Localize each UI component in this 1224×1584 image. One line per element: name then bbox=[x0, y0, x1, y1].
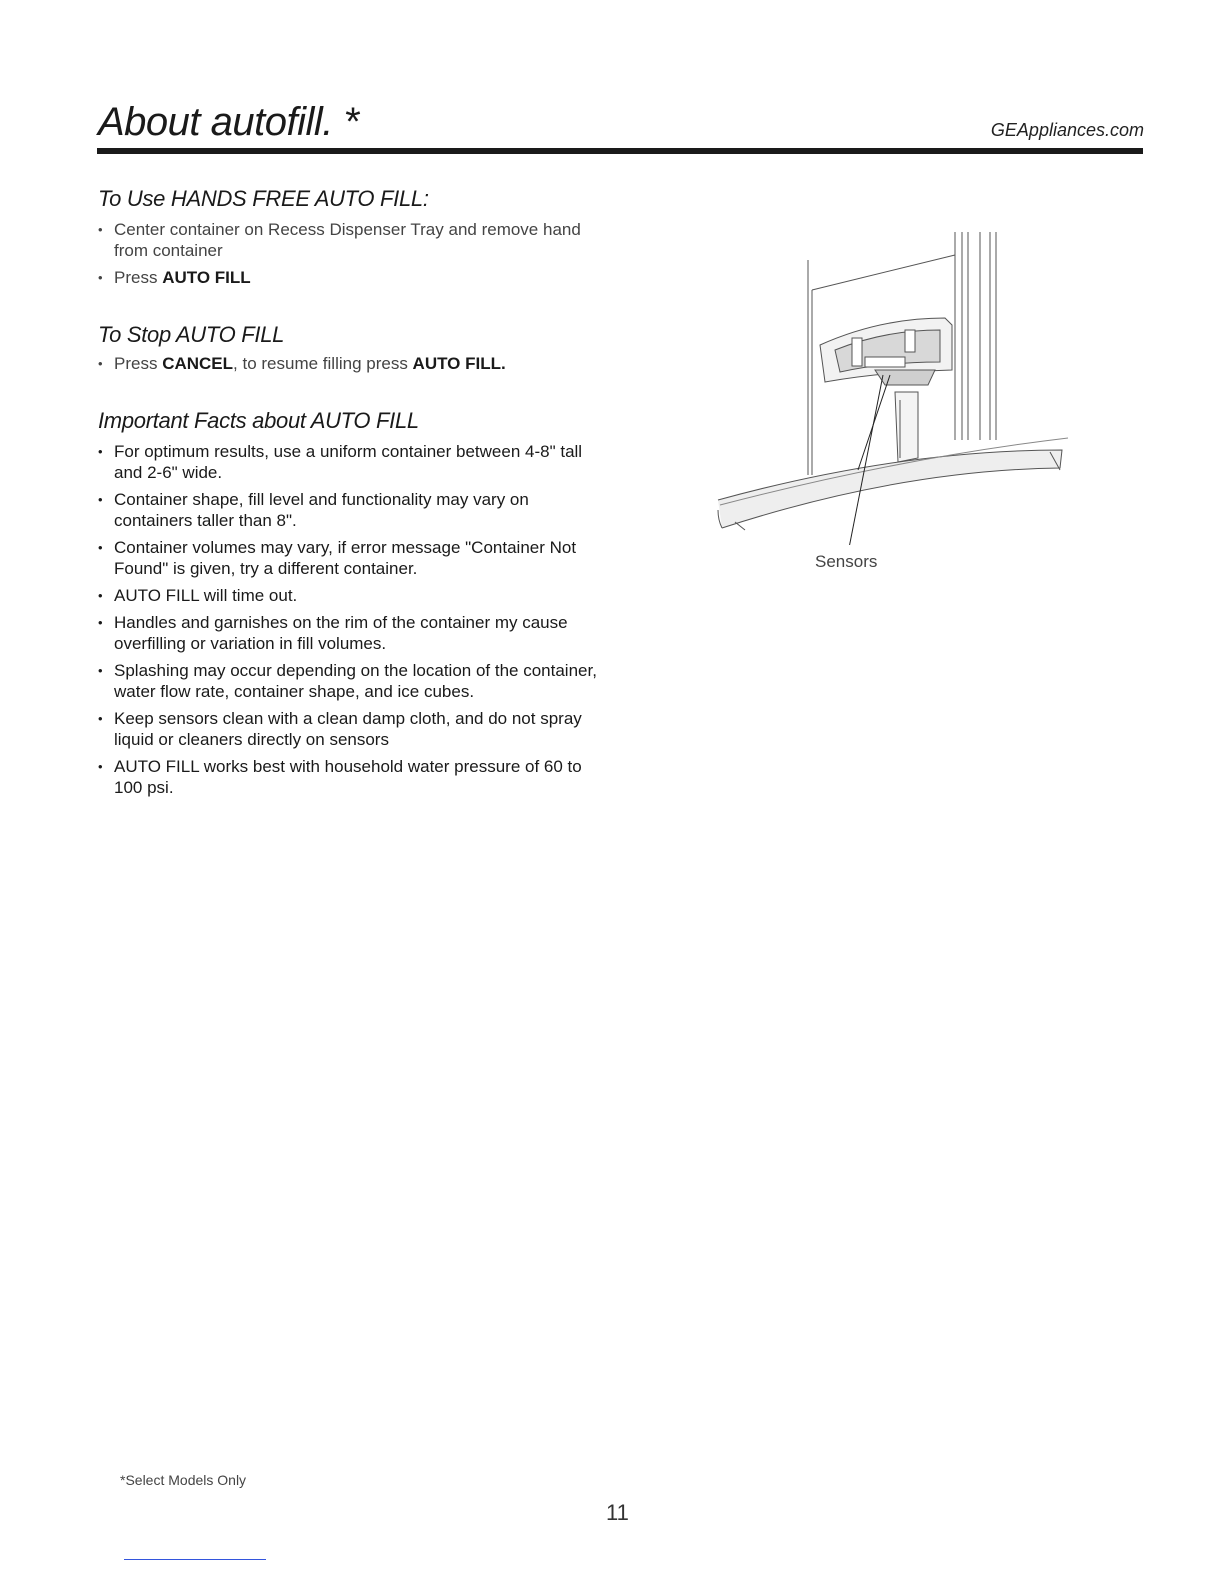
footnote: *Select Models Only bbox=[120, 1472, 247, 1488]
list-item: • Container volumes may vary, if error message "Container Not Found" is given, try a different container. bbox=[98, 537, 604, 579]
list-item: • Press CANCEL, to resume filling press AUTO FILL. bbox=[98, 353, 618, 374]
list-item: • For optimum results, use a uniform container between 4-8" tall and 2-6" wide. bbox=[98, 441, 604, 483]
hands-free-heading: To Use HANDS FREE AUTO FILL: bbox=[98, 186, 429, 211]
title-rule bbox=[97, 148, 1143, 154]
list-item: • Press AUTO FILL bbox=[98, 267, 588, 288]
dispenser-diagram bbox=[700, 225, 1080, 545]
list-item: • Center container on Recess Dispenser Tray and remove hand from container bbox=[98, 219, 588, 261]
facts-heading: Important Facts about AUTO FILL bbox=[98, 408, 419, 433]
facts-list bbox=[98, 441, 604, 804]
site-url: GEAppliances.com bbox=[990, 120, 1144, 140]
sensors-label: Sensors bbox=[815, 552, 878, 571]
list-item: • AUTO FILL will time out. bbox=[98, 585, 604, 606]
stop-heading: To Stop AUTO FILL bbox=[98, 322, 285, 347]
hands-free-list bbox=[98, 219, 588, 294]
list-item: • AUTO FILL works best with household water pressure of 60 to 100 psi. bbox=[98, 756, 604, 798]
list-item: • Splashing may occur depending on the location of the container, water flow rate, container shape, and ice cubes. bbox=[98, 660, 604, 702]
link-underline bbox=[124, 1559, 266, 1560]
stop-list bbox=[98, 353, 618, 380]
list-item: • Keep sensors clean with a clean damp cloth, and do not spray liquid or cleaners directly on sensors bbox=[98, 708, 604, 750]
page-number: 11 bbox=[606, 1500, 629, 1525]
page-title: About autofill. * bbox=[98, 100, 359, 144]
list-item: • Container shape, fill level and functionality may vary on containers taller than 8". bbox=[98, 489, 604, 531]
list-item: • Handles and garnishes on the rim of the container my cause overfilling or variation in fill volumes. bbox=[98, 612, 604, 654]
